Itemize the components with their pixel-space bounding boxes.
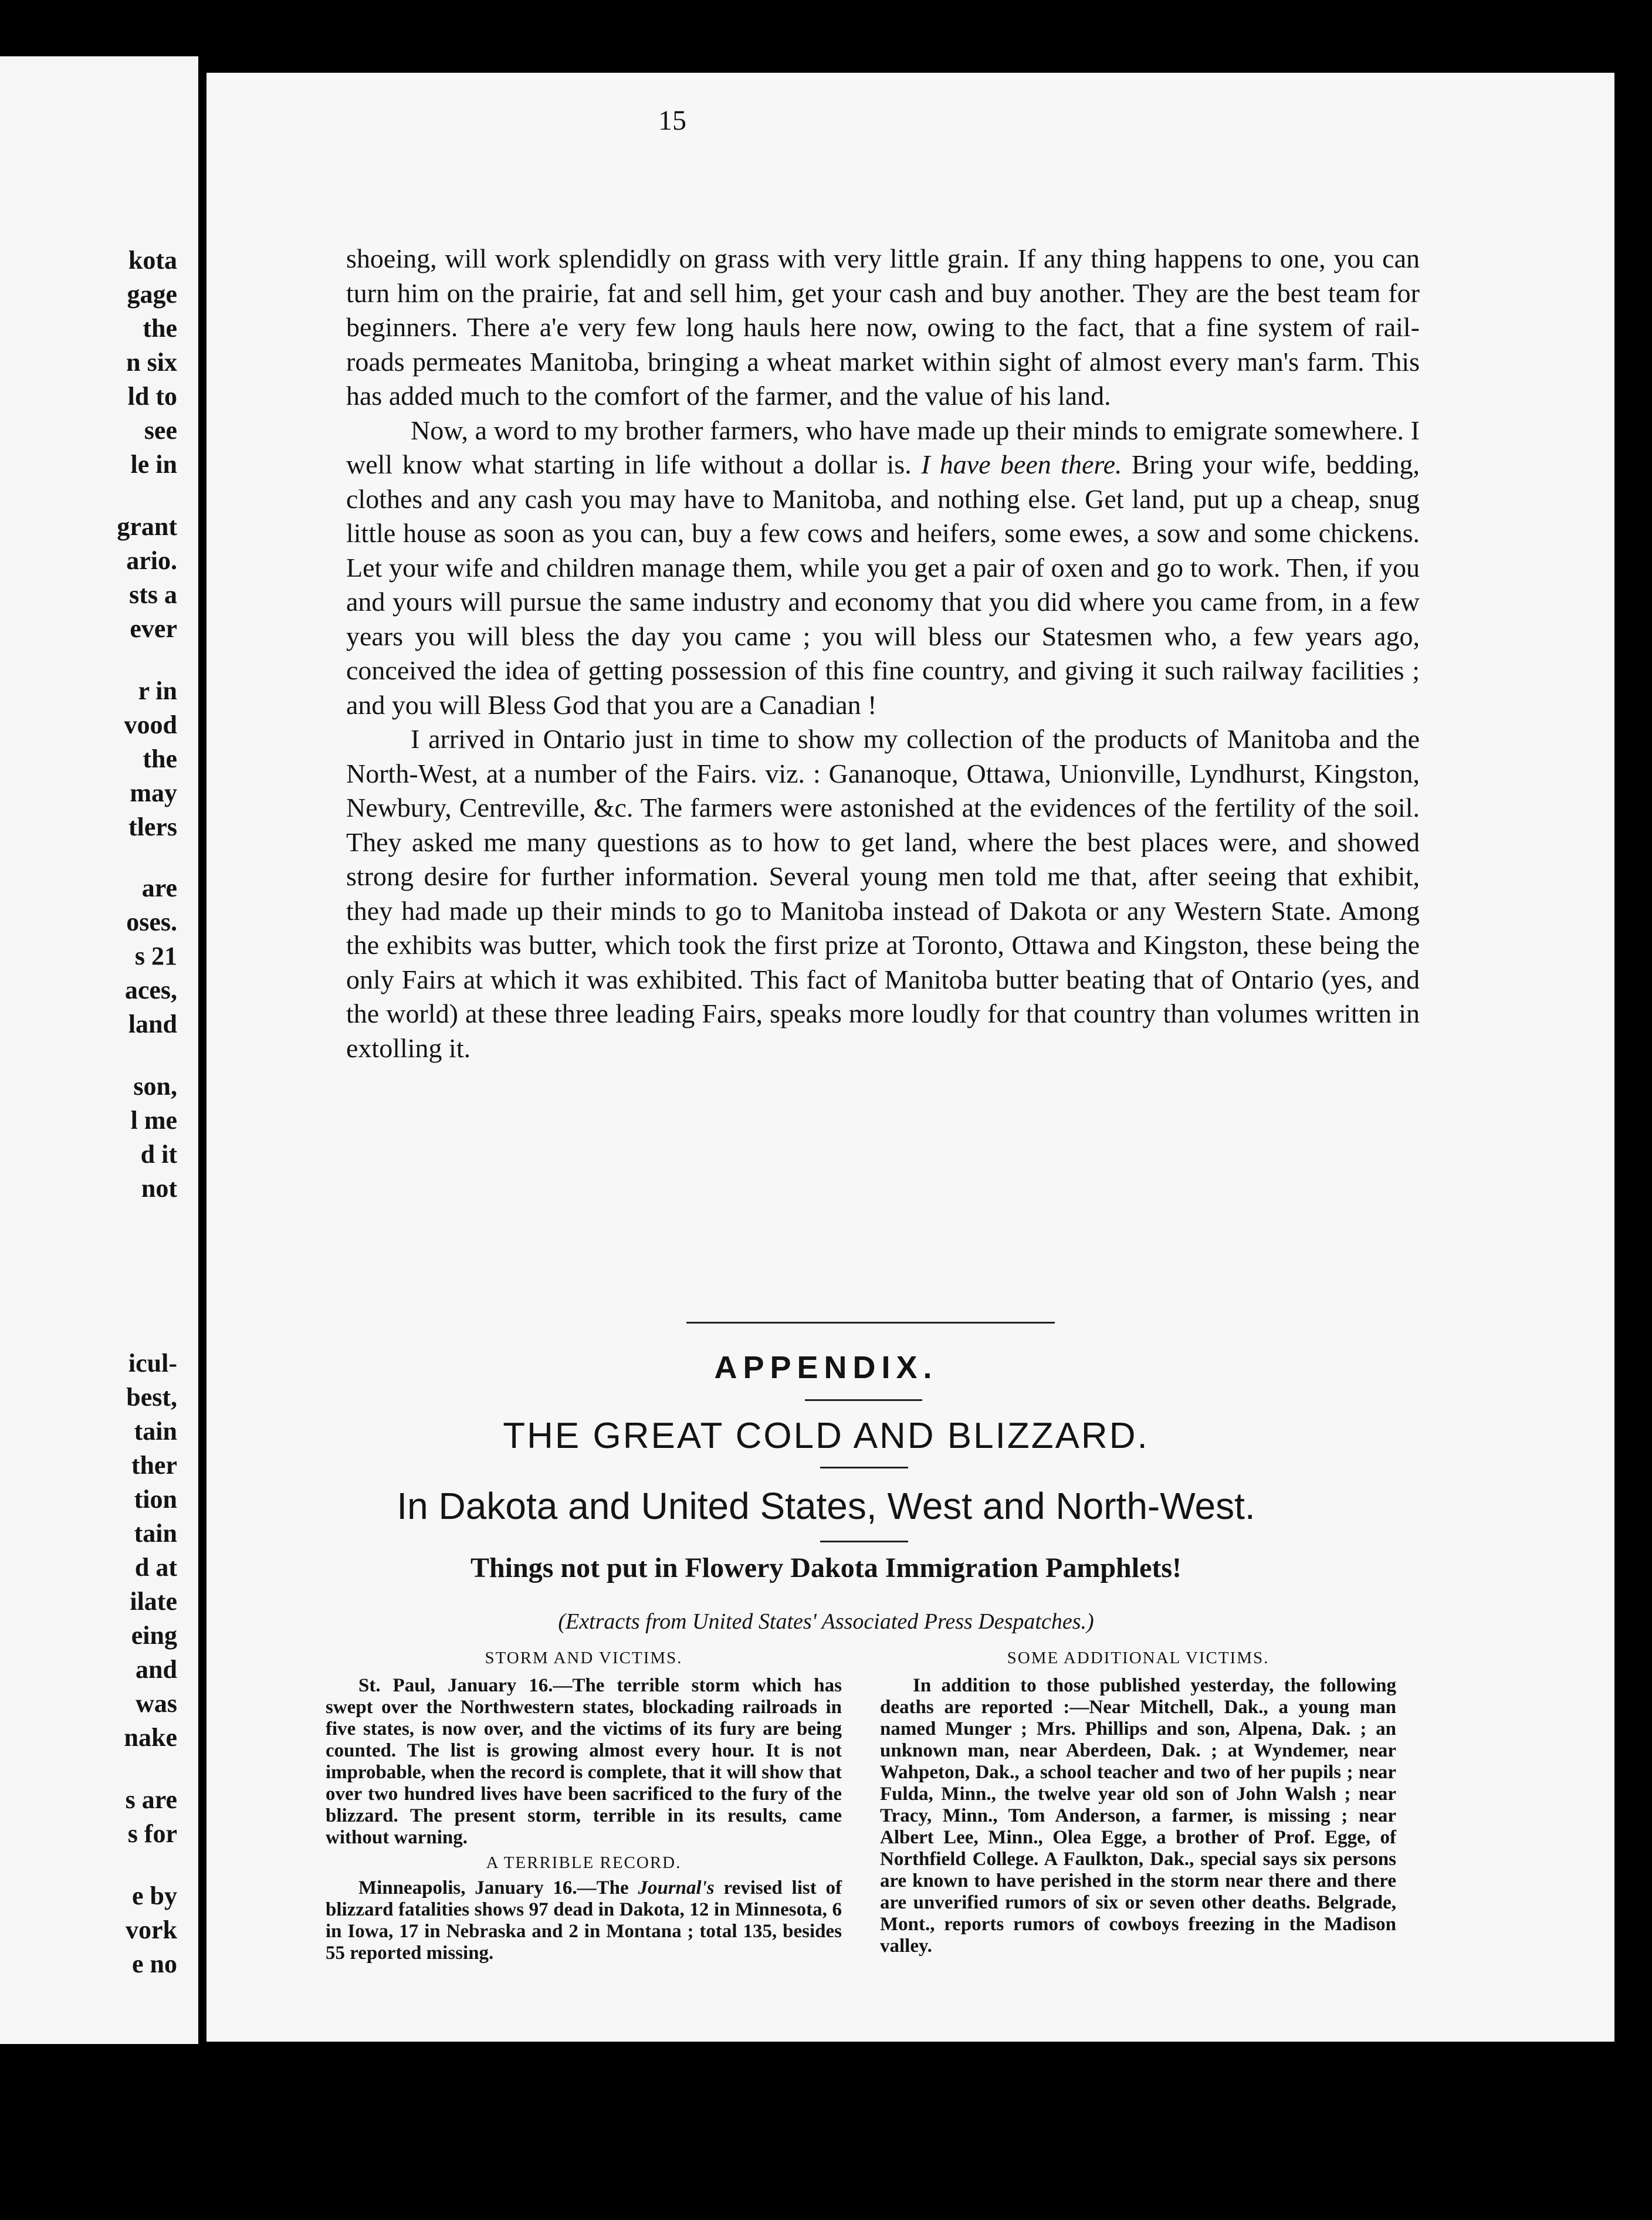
facing-page-fragment: nake	[124, 1723, 177, 1752]
paragraph-3: I arrived in Ontario just in time to show my collection of the products of Manitoba and the North-West, at a number of the Fairs. viz. : Gananoque, Ottawa, Unionville, Lyndhurst, Kingston, Newbury, Centreville, &c. The farmers were astonished at the evidences of the fertility of the soil. They asked me many questions as to how to get land, where the best places were, and showed strong desire for further information. Several young men told me that, after seeing that exhibit, they had made up their minds to go to Manitoba instead of Dakota or any Western State. Among the exhibits was butter, which took the first prize at Toronto, Ottawa and Kingston, these being the only Fairs at which it was exhibited. This fact of Manitoba butter beating that of Ontario (yes, and the world) at these three leading Fairs, speaks more loudly for that country than volumes written in extolling it.	[346, 724, 1420, 1063]
facing-page-fragment: see	[144, 416, 177, 445]
facing-page-fragment: e no	[132, 1950, 177, 1978]
facing-page-fragment: icul-	[128, 1349, 177, 1378]
facing-page-fragment: not	[141, 1174, 177, 1203]
facing-page-fragment: land	[128, 1010, 177, 1038]
page-number: 15	[658, 105, 686, 136]
column-paragraph: St. Paul, January 16.—The terrible storm which has swept over the Northwestern states, blockading railroads in five states, is now over, and the victims of its fury are being counted. The list is growing almost every hour. It is not improbable, when the record is complete, that it will show that over two hundred lives have been sacrificed to the fury of the blizzard. The present storm, terrible in its results, came without warning.	[326, 1675, 842, 1848]
paragraph-2: Now, a word to my brother farmers, who have made up their minds to emigrate somewhere. I well know what starting in life without a dollar is. I have been there. Bring your wife, bedding, clothes and any cash you may have to Manitoba, and nothing else. Get land, put up a cheap, snug little house as soon as you can, buy a few cows and heifers, some ewes, a sow and some chickens. Let your wife and children manage them, while you get a pair of oxen and go to work. Then, if you and yours will pursue the same industry and economy that you did where you came from, in a few years you will bless the day you came ; you will bless our Statesmen who, a few years ago, conceived the idea of getting possession of this fine country, and giving it such railway facilities ; and you will Bless God that you are a Canadian !	[346, 415, 1420, 720]
facing-page-fragment: e by	[132, 1881, 177, 1910]
column-paragraph: Minneapolis, January 16.—The Journal's revised list of blizzard fatalities shows 97 dead in Dakota, 12 in Minnesota, 6 in Iowa, 17 in Nebraska and 2 in Montana ; total 135, besides 55 reported missing.	[326, 1877, 842, 1964]
appendix-tagline: Things not put in Flowery Dakota Immigration Pamphlets!	[470, 1552, 1182, 1583]
facing-page-fragment: are	[141, 874, 177, 902]
appendix-title: THE GREAT COLD AND BLIZZARD.	[503, 1416, 1149, 1456]
right-column	[880, 1647, 1396, 1957]
facing-page-fragment: s for	[127, 1819, 177, 1848]
appendix-subtitle: In Dakota and United States, West and North-West.	[397, 1485, 1255, 1527]
short-rule	[820, 1541, 908, 1542]
facing-page-fragment: grant	[117, 512, 177, 541]
facing-page-fragment: oses.	[126, 908, 177, 936]
facing-page-fragment: tain	[134, 1519, 177, 1548]
facing-page-edge	[0, 56, 198, 2044]
short-rule	[805, 1399, 922, 1401]
facing-page-fragment: tain	[134, 1417, 177, 1446]
facing-page-fragment: s are	[125, 1785, 177, 1814]
column-heading: STORM AND VICTIMS.	[485, 1649, 683, 1667]
column-heading: SOME ADDITIONAL VICTIMS.	[1007, 1649, 1270, 1667]
facing-page-fragment: s 21	[134, 942, 177, 970]
facing-page-fragment: ever	[130, 614, 177, 643]
facing-page-fragment: tlers	[128, 813, 177, 841]
body-text	[346, 242, 1420, 1065]
facing-page-fragment: ther	[131, 1451, 177, 1480]
facing-page-fragment: r in	[138, 676, 177, 705]
facing-page-fragment: ario.	[126, 546, 177, 575]
facing-page-fragment: n six	[126, 348, 177, 377]
facing-page-fragment: eing	[131, 1621, 177, 1650]
facing-page-fragment: may	[130, 779, 177, 807]
facing-page-fragment: tion	[134, 1485, 177, 1514]
facing-page-fragment: ld to	[127, 382, 177, 411]
section-divider	[686, 1322, 1055, 1324]
column-paragraph: In addition to those published yesterday, the following deaths are reported :—Near Mitchell, Dak., a young man named Munger ; Mrs. Phillips and son, Alpena, Dak. ; an unknown man, near Aberdeen, Dak. ; at Wyndemer, near Wahpeton, Dak., a school teacher and two of her pupils ; near Fulda, Minn., the twelve year old son of John Walsh ; near Tracy, Minn., Tom Anderson, a farmer, is missing ; near Albert Lee, Minn., Olea Egge, a brother of Prof. Egge, of Northfield College. A Faulkton, Dak., special says six persons are known to have perished in the storm near there and there are unverified rumors of six or seven other deaths. Belgrade, Mont., reports rumors of cowboys freezing in the Madison valley.	[880, 1675, 1396, 1957]
facing-page-fragment: was	[136, 1689, 177, 1718]
left-column	[326, 1647, 842, 1964]
facing-page-fragment: l me	[130, 1106, 177, 1135]
facing-page-fragment: ilate	[130, 1587, 177, 1616]
facing-page-fragment: the	[143, 314, 177, 343]
facing-page-fragment: and	[136, 1655, 177, 1684]
appendix-source: (Extracts from United States' Associated Press Despatches.)	[558, 1609, 1094, 1634]
facing-page-fragment: aces,	[124, 976, 177, 1004]
short-rule	[820, 1467, 908, 1468]
appendix-label: APPENDIX.	[714, 1350, 938, 1385]
facing-page-fragment: sts a	[129, 580, 177, 609]
column-heading: A TERRIBLE RECORD.	[486, 1853, 682, 1872]
facing-page-fragment: kota	[128, 246, 177, 275]
facing-page-fragment: d at	[134, 1553, 177, 1582]
facing-page-fragment: gage	[127, 280, 177, 309]
facing-page-fragment: d it	[140, 1140, 177, 1169]
facing-page-fragment: vork	[126, 1916, 177, 1944]
facing-page-fragment: best,	[126, 1383, 177, 1412]
facing-page-fragment: le in	[130, 450, 177, 479]
paragraph-1: shoeing, will work splendidly on grass with very little grain. If any thing happens to one, you can turn him on the prairie, fat and sell him, get your cash and buy another. They are the best team for beginners. There a'e very few long hauls here now, owing to the fact, that a fine system of rail-roads permeates Manitoba, bringing a wheat market within sight of almost every man's farm. This has added much to the comfort of the farmer, and the value of his land.	[346, 243, 1420, 411]
facing-page-fragment: son,	[133, 1072, 177, 1101]
facing-page-fragment: vood	[124, 710, 177, 739]
facing-page-fragment: the	[143, 744, 177, 773]
